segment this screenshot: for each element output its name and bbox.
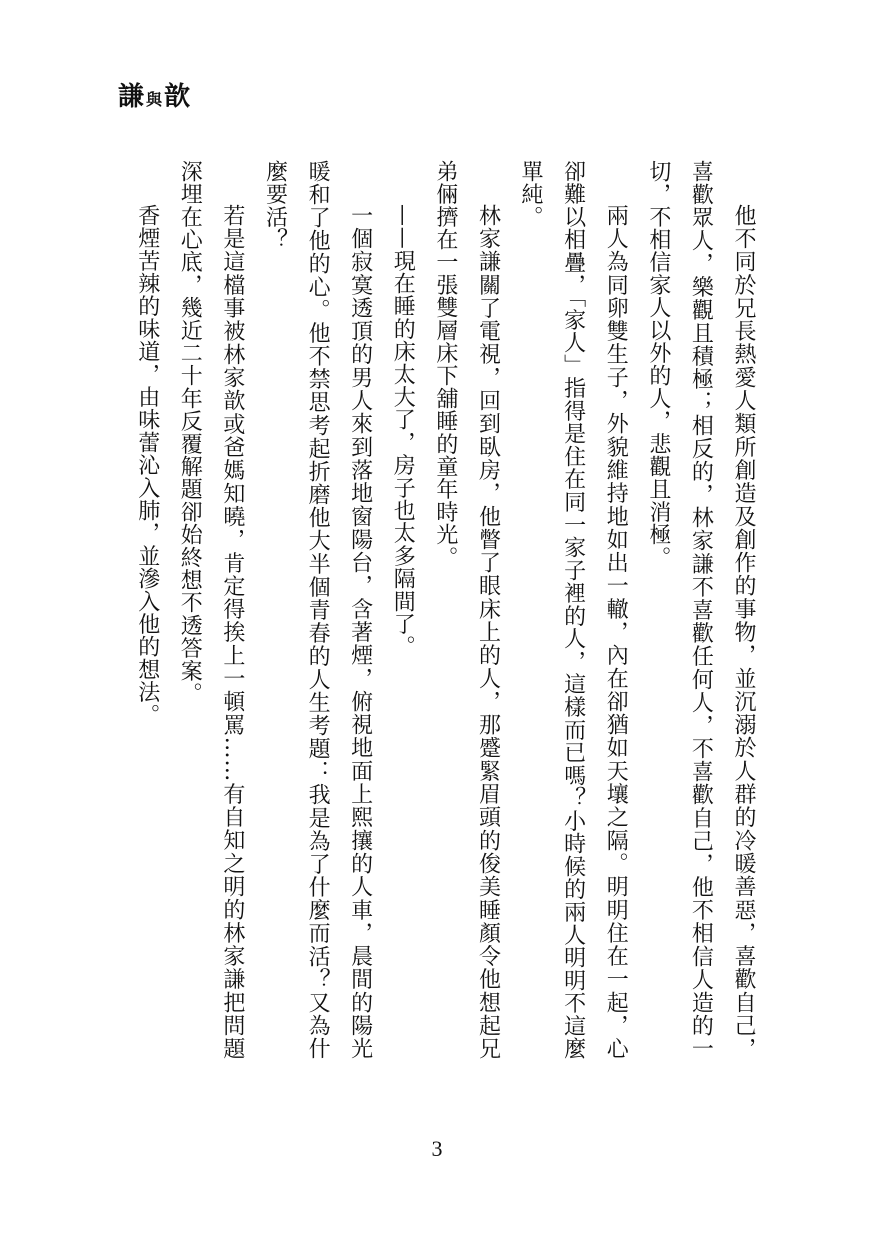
title-part-1: 謙 <box>118 82 146 112</box>
vertical-body-text <box>104 160 764 1060</box>
title-part-2: 歆 <box>164 82 192 112</box>
running-head-title <box>118 84 191 110</box>
paragraph-2: 兩人為同卵雙生子，外貌維持地如出一轍，內在卻猶如天壤之隔。明明住在一起，心卻難以相疊，「家人」指得是住在同一家子裡的人，這樣而已嗎？小時候的兩人明明不這麼單純。 <box>518 160 629 1060</box>
title-connector: 與 <box>146 90 164 109</box>
page-number: 3 <box>431 1136 443 1161</box>
paragraph-6: 若是這檔事被林家歆或爸媽知曉，肯定得挨上一頓罵……有自知之明的林家謙把問題深埋在心底，幾近二十年反覆解題卻始終想不透答案。 <box>177 160 245 1060</box>
paragraph-1: 他不同於兄長熱愛人類所創造及創作的事物，並沉溺於人群的冷暖善惡，喜歡自己，喜歡眾人，樂觀且積極；相反的，林家謙不喜歡任何人，不喜歡自己，他不相信人造的一切，不相信家人以外的人，悲觀且消極。 <box>645 160 756 1060</box>
paragraph-7: 香煙苦辣的味道，由味蕾沁入肺，並滲入他的想法。 <box>134 204 160 727</box>
paragraph-4: ——現在睡的床太大了，房子也太多隔間了。 <box>390 204 416 658</box>
paragraph-5: 一個寂寞透頂的男人來到落地窗陽台，含著煙，俯視地面上熙攘的人車，晨間的陽光暖和了他的心。他不禁思考起折磨他大半個青春的人生考題：我是為了什麼而活？又為什麼要活？ <box>262 160 373 1060</box>
paragraph-3: 林家謙關了電視，回到臥房，他瞥了眼床上的人，那蹙緊眉頭的俊美睡顏令他想起兄弟倆擠在一張雙層床下舖睡的童年時光。 <box>432 160 501 1060</box>
